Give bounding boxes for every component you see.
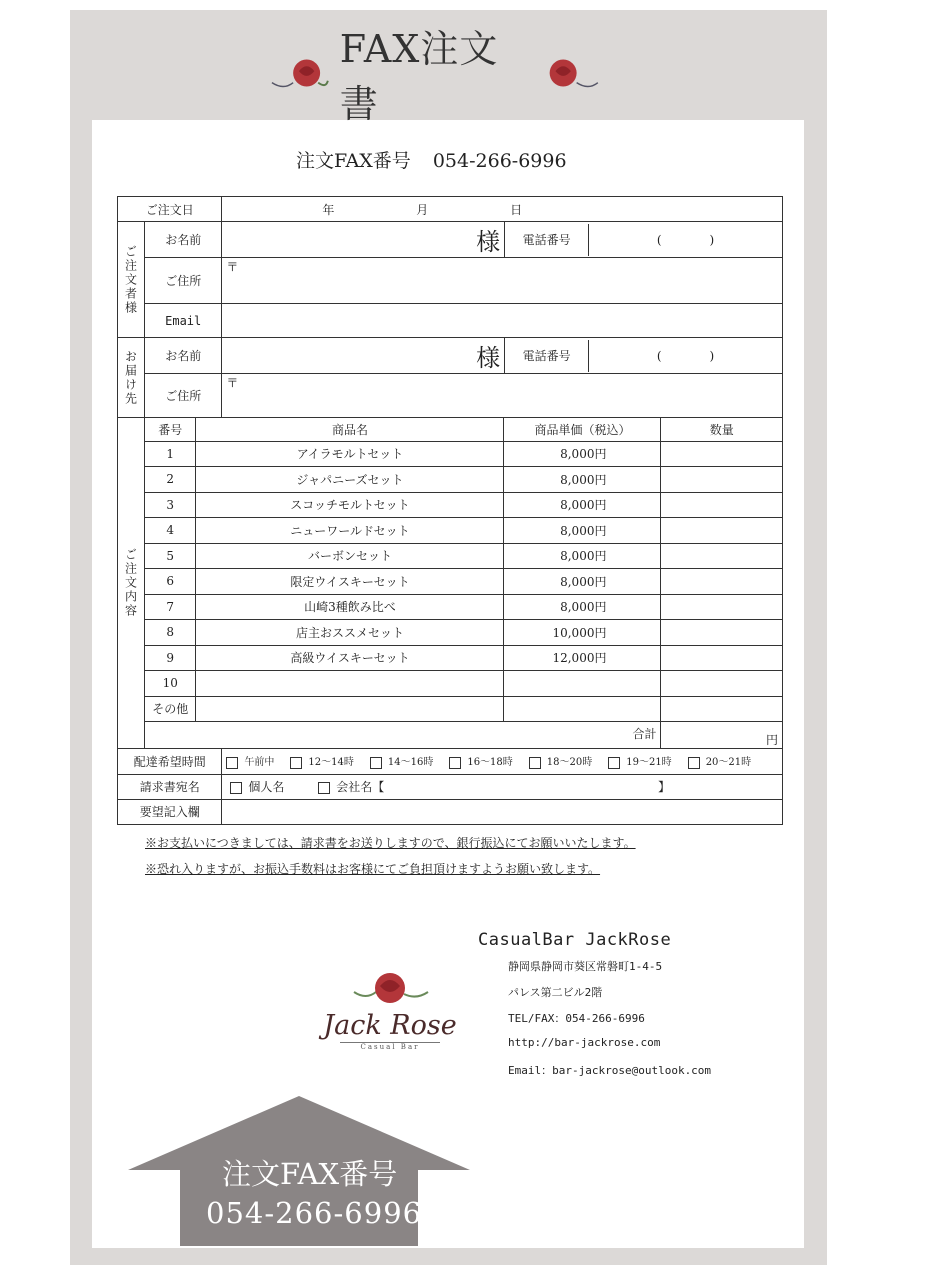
items-header-row bbox=[145, 418, 782, 441]
orderer-email-field[interactable] bbox=[222, 304, 783, 338]
option-label: 個人名 bbox=[248, 780, 285, 794]
phone-label: 電話番号 bbox=[505, 224, 589, 256]
delivery-time-row bbox=[118, 748, 783, 774]
qty-field[interactable] bbox=[661, 441, 782, 467]
rose-logo-icon bbox=[310, 970, 470, 1006]
time-option-18-20[interactable] bbox=[529, 753, 592, 769]
item-name: バーボンセット bbox=[196, 543, 504, 569]
qty-field[interactable] bbox=[661, 620, 782, 646]
rose-ornament-icon bbox=[270, 53, 330, 93]
table-row bbox=[145, 696, 782, 722]
qty-field[interactable] bbox=[661, 594, 782, 620]
postal-mark: 〒 bbox=[226, 260, 239, 274]
items-table bbox=[145, 418, 782, 748]
table-row bbox=[145, 518, 782, 544]
fax-label: 注文FAX番号 bbox=[296, 150, 411, 172]
item-name: 限定ウイスキーセット bbox=[196, 569, 504, 595]
item-no: 6 bbox=[145, 569, 196, 595]
item-no: 8 bbox=[145, 620, 196, 646]
order-form-table bbox=[117, 196, 783, 825]
item-no: 4 bbox=[145, 518, 196, 544]
table-row bbox=[145, 594, 782, 620]
qty-field[interactable] bbox=[661, 645, 782, 671]
orderer-address-row bbox=[118, 258, 783, 304]
yen-label: 円 bbox=[765, 732, 778, 747]
header-product: 商品名 bbox=[196, 418, 504, 441]
request-row bbox=[118, 799, 783, 824]
email-label: Email bbox=[144, 304, 221, 338]
option-label: 18～20時 bbox=[546, 757, 593, 769]
page-title: FAX注文書 bbox=[339, 27, 499, 126]
item-price: 8,000円 bbox=[504, 594, 661, 620]
item-no: 5 bbox=[145, 543, 196, 569]
checkbox[interactable] bbox=[370, 757, 382, 769]
orderer-phone-cell bbox=[505, 222, 783, 258]
table-row bbox=[145, 492, 782, 518]
logo-text: Jack Rose bbox=[323, 1010, 457, 1041]
item-name: アイラモルトセット bbox=[196, 441, 504, 467]
fee-note: ※恐れ入りますが、お振込手数料はお客様にてご負担頂けますようお願い致します。 bbox=[145, 862, 601, 876]
total-row bbox=[145, 722, 782, 748]
orderer-name-field[interactable] bbox=[222, 222, 505, 258]
delivery-section-label: お届け先 bbox=[118, 338, 145, 418]
option-label: 14～16時 bbox=[387, 757, 434, 769]
delivery-name-field[interactable] bbox=[222, 338, 505, 374]
fax-number: 054-266-6996 bbox=[432, 150, 567, 172]
checkbox[interactable] bbox=[529, 757, 541, 769]
shop-url[interactable]: http://bar-jackrose.com bbox=[508, 1036, 661, 1049]
qty-field[interactable] bbox=[661, 569, 782, 595]
request-label: 要望記入欄 bbox=[118, 799, 222, 824]
time-option-14-16[interactable] bbox=[370, 753, 433, 769]
request-field[interactable] bbox=[222, 799, 783, 824]
item-price: 8,000円 bbox=[504, 441, 661, 467]
order-date-field[interactable] bbox=[222, 197, 783, 222]
time-option-12-14[interactable] bbox=[290, 753, 353, 769]
order-contents-row bbox=[118, 418, 783, 749]
day-label: 日 bbox=[510, 202, 523, 217]
logo-subtext: Casual Bar bbox=[340, 1042, 440, 1051]
orderer-address-field[interactable] bbox=[222, 258, 783, 304]
invoice-options bbox=[222, 774, 783, 799]
shop-tel: TEL/FAX：054-266-6996 bbox=[508, 1012, 645, 1025]
year-label: 年 bbox=[322, 202, 335, 217]
qty-field[interactable] bbox=[661, 492, 782, 518]
table-row bbox=[145, 543, 782, 569]
item-price: 8,000円 bbox=[504, 543, 661, 569]
table-row bbox=[145, 671, 782, 697]
option-label: 午前中 bbox=[244, 757, 275, 769]
table-row bbox=[145, 645, 782, 671]
qty-field[interactable] bbox=[661, 696, 782, 722]
header-no: 番号 bbox=[145, 418, 196, 441]
order-contents-label: ご注文内容 bbox=[118, 418, 145, 749]
name-label: お名前 bbox=[144, 222, 221, 258]
header-price: 商品単価（税込） bbox=[504, 418, 661, 441]
bracket-close: 】 bbox=[658, 780, 671, 794]
shop-email[interactable]: Email：bar-jackrose@outlook.com bbox=[508, 1064, 712, 1077]
item-name: ニューワールドセット bbox=[196, 518, 504, 544]
sama-label: 様 bbox=[476, 344, 501, 372]
item-no: その他 bbox=[145, 696, 196, 722]
month-label: 月 bbox=[416, 202, 429, 217]
shop-address-1: 静岡県静岡市葵区常磐町1-4-5 bbox=[508, 960, 663, 973]
invoice-row bbox=[118, 774, 783, 799]
jackrose-logo bbox=[310, 970, 470, 1060]
item-name: ジャパニーズセット bbox=[196, 467, 504, 493]
delivery-phone-cell bbox=[505, 338, 783, 374]
delivery-time-label: 配達希望時間 bbox=[118, 748, 222, 774]
order-date-row bbox=[118, 197, 783, 222]
checkbox[interactable] bbox=[226, 757, 238, 769]
header-qty: 数量 bbox=[661, 418, 782, 441]
address-label: ご住所 bbox=[144, 374, 221, 418]
fax-number-heading bbox=[296, 146, 567, 173]
orderer-section-label: ご注文者様 bbox=[118, 222, 145, 338]
sama-label: 様 bbox=[476, 228, 501, 256]
item-price: 8,000円 bbox=[504, 467, 661, 493]
item-price: 12,000円 bbox=[504, 645, 661, 671]
item-name-field[interactable] bbox=[196, 671, 504, 697]
item-no: 9 bbox=[145, 645, 196, 671]
arrow-fax-label: 注文FAX番号 bbox=[222, 1157, 398, 1191]
delivery-phone-field[interactable]: ( ) bbox=[656, 349, 715, 363]
rose-ornament-icon bbox=[540, 53, 600, 93]
table-row bbox=[145, 467, 782, 493]
orderer-name-row bbox=[118, 222, 783, 258]
invoice-personal-option[interactable] bbox=[230, 780, 284, 794]
order-date-label: ご注文日 bbox=[118, 197, 222, 222]
item-no: 10 bbox=[145, 671, 196, 697]
qty-field[interactable] bbox=[661, 671, 782, 697]
shop-address-2: パレス第二ビル2階 bbox=[508, 986, 603, 999]
option-label: 会社名【 bbox=[336, 780, 385, 794]
item-price-field[interactable] bbox=[504, 696, 661, 722]
table-row bbox=[145, 569, 782, 595]
shop-name: CasualBar JackRose bbox=[478, 930, 672, 950]
item-price: 8,000円 bbox=[504, 492, 661, 518]
address-label: ご住所 bbox=[144, 258, 221, 304]
time-option-16-18[interactable] bbox=[449, 753, 512, 769]
time-option-20-21[interactable] bbox=[688, 753, 751, 769]
total-label: 合計 bbox=[504, 722, 661, 748]
phone-label: 電話番号 bbox=[505, 340, 589, 372]
checkbox[interactable] bbox=[688, 757, 700, 769]
item-name: 高級ウイスキーセット bbox=[196, 645, 504, 671]
payment-note: ※お支払いにつきましては、請求書をお送りしますので、銀行振込にてお願いいたします。 bbox=[145, 836, 636, 850]
item-price: 8,000円 bbox=[504, 569, 661, 595]
item-name: 山崎3種飲み比べ bbox=[196, 594, 504, 620]
postal-mark: 〒 bbox=[226, 376, 239, 390]
checkbox[interactable] bbox=[449, 757, 461, 769]
invoice-label: 請求書宛名 bbox=[118, 774, 222, 799]
orderer-phone-field[interactable]: ( ) bbox=[656, 233, 715, 247]
item-no: 2 bbox=[145, 467, 196, 493]
total-field[interactable] bbox=[661, 722, 782, 748]
item-name: スコッチモルトセット bbox=[196, 492, 504, 518]
orderer-email-row bbox=[118, 304, 783, 338]
item-price: 10,000円 bbox=[504, 620, 661, 646]
time-option-19-21[interactable] bbox=[608, 753, 671, 769]
option-label: 20～21時 bbox=[705, 757, 752, 769]
item-no: 1 bbox=[145, 441, 196, 467]
item-name-field[interactable] bbox=[196, 696, 504, 722]
item-price: 8,000円 bbox=[504, 518, 661, 544]
item-no: 7 bbox=[145, 594, 196, 620]
time-option-morning[interactable] bbox=[226, 753, 274, 769]
invoice-company-option[interactable] bbox=[318, 780, 384, 794]
table-row bbox=[145, 620, 782, 646]
checkbox[interactable] bbox=[290, 757, 302, 769]
name-label: お名前 bbox=[144, 338, 221, 374]
delivery-time-options bbox=[222, 748, 783, 774]
option-label: 12～14時 bbox=[308, 757, 354, 769]
table-row bbox=[145, 441, 782, 467]
item-price-field[interactable] bbox=[504, 671, 661, 697]
qty-field[interactable] bbox=[661, 543, 782, 569]
item-no: 3 bbox=[145, 492, 196, 518]
delivery-name-row bbox=[118, 338, 783, 374]
delivery-address-field[interactable] bbox=[222, 374, 783, 418]
checkbox[interactable] bbox=[608, 757, 620, 769]
qty-field[interactable] bbox=[661, 467, 782, 493]
checkbox[interactable] bbox=[230, 782, 242, 794]
option-label: 19～21時 bbox=[626, 757, 672, 769]
arrow-fax-number: 054-266-6996 bbox=[206, 1196, 423, 1230]
delivery-address-row bbox=[118, 374, 783, 418]
qty-field[interactable] bbox=[661, 518, 782, 544]
order-items-cell bbox=[144, 418, 782, 749]
checkbox[interactable] bbox=[318, 782, 330, 794]
item-name: 店主おススメセット bbox=[196, 620, 504, 646]
option-label: 16～18時 bbox=[467, 757, 513, 769]
title-block bbox=[270, 27, 600, 126]
